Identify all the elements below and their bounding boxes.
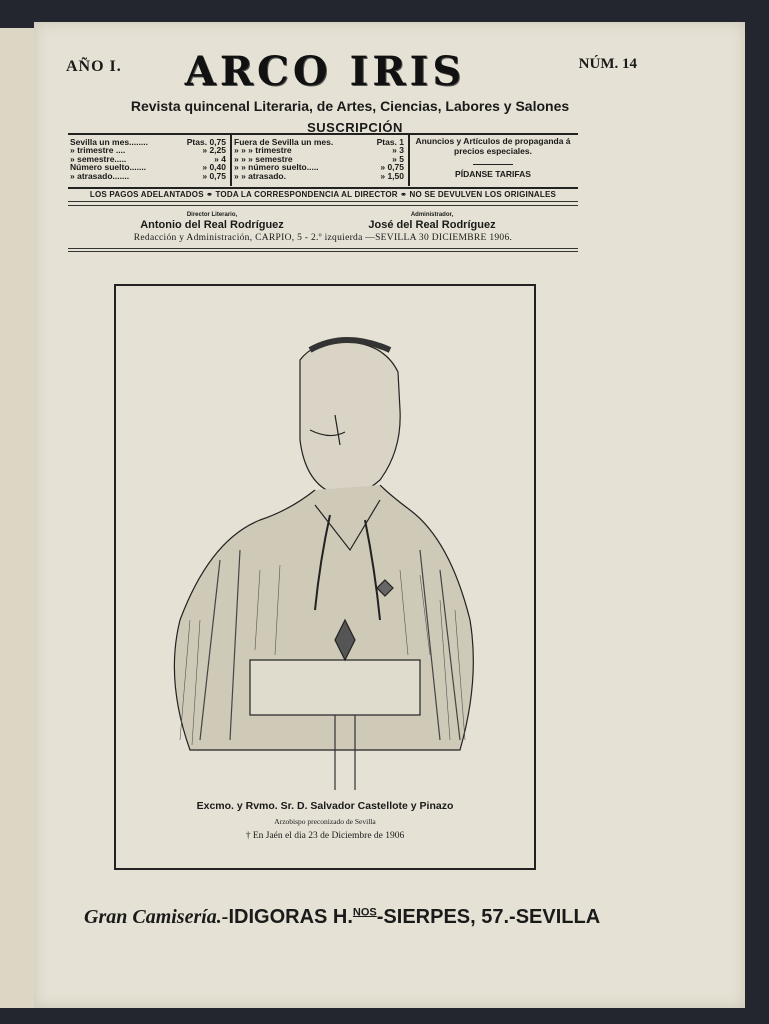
- ad-shop: Gran Camisería.-: [84, 906, 229, 928]
- rate-label: Fuera de Sevilla un mes.: [234, 137, 334, 147]
- rate-label: » » » trimestre: [234, 145, 292, 156]
- portrait-date: † En Jaén el dia 23 de Diciembre de 1906: [245, 831, 405, 841]
- rate-row: [234, 172, 404, 180]
- rate-value: » 0,75: [202, 170, 226, 181]
- rate-value: » 3: [392, 145, 404, 156]
- administrator-name: José del Real Rodríguez: [368, 219, 496, 231]
- rate-value: Ptas. 1: [376, 137, 404, 147]
- rate-value: » 1,50: [380, 170, 404, 181]
- ad-address: -SIERPES, 57.-SEVILLA: [376, 906, 601, 928]
- issue-number: NÚM. 14: [578, 56, 637, 72]
- rate-label: Número suelto.......: [70, 162, 147, 173]
- shop-advertisement: [84, 906, 624, 929]
- divider-rule: [68, 251, 578, 252]
- divider-rule: [68, 205, 578, 206]
- rate-value: » 5: [392, 153, 404, 164]
- subscription-heading: SUSCRIPCIÓN: [307, 120, 403, 135]
- advertising-text: Anuncios y Artículos de propaganda á precios especiales.: [415, 136, 571, 156]
- rate-label: » » » semestre: [234, 153, 293, 164]
- rate-value: » 0,75: [380, 162, 404, 173]
- divider-rule: [68, 187, 578, 189]
- rate-label: » atrasado.......: [70, 170, 130, 181]
- rate-label: » » número suelto.....: [234, 162, 319, 173]
- outside-rates: [232, 134, 410, 186]
- rate-value: » 0,40: [202, 162, 226, 173]
- divider-rule: [473, 164, 513, 165]
- rate-label: » trimestre ....: [70, 145, 126, 156]
- rate-label: » » atrasado.: [234, 170, 286, 181]
- divider-rule: [68, 248, 578, 249]
- advertising-box: [410, 134, 578, 186]
- rate-value: » 4: [214, 153, 226, 164]
- rate-label: Sevilla un mes........: [70, 137, 148, 147]
- previous-page-edge: [0, 28, 35, 1008]
- rate-row: [70, 172, 226, 180]
- seville-rates: [68, 134, 232, 186]
- portrait-caption: Excmo. y Rvmo. Sr. D. Salvador Castellote y Pinazo: [196, 800, 454, 812]
- advertising-cta: PÍDANSE TARIFAS: [455, 169, 531, 179]
- rate-label: » semestre.....: [70, 153, 127, 164]
- editorial-address: Redacción y Administración, CARPIO, 5 - 2.º izquierda —SEVILLA 30 DICIEMBRE 1906.: [133, 233, 513, 243]
- rate-value: Ptas. 0,75: [186, 137, 226, 147]
- divider-rule: [68, 201, 578, 202]
- issue-year: AÑO I.: [66, 58, 122, 75]
- ad-name: IDIGORAS H.: [228, 906, 353, 928]
- ad-superscript: NOS: [352, 906, 377, 919]
- magazine-subtitle: Revista quincenal Literaria, de Artes, Ciencias, Labores y Salones: [130, 98, 570, 114]
- policy-notice: LOS PAGOS ADELANTADOS ⚭ TODA LA CORRESPONDENCIA AL DIRECTOR ⚭ NO SE DEVULVEN LOS ORIGINALES: [89, 190, 557, 199]
- subscription-table: [68, 134, 578, 186]
- rate-value: » 2,25: [202, 145, 226, 156]
- administrator-label: Administrador,: [410, 212, 454, 218]
- archbishop-portrait-engraving: [140, 320, 500, 800]
- director-name: Antonio del Real Rodríguez: [140, 219, 284, 231]
- director-label: Director Literario,: [186, 212, 238, 218]
- portrait-subcaption: Arzobispo preconizado de Sevilla: [274, 817, 376, 826]
- magazine-title: ARCO IRIS: [184, 48, 466, 95]
